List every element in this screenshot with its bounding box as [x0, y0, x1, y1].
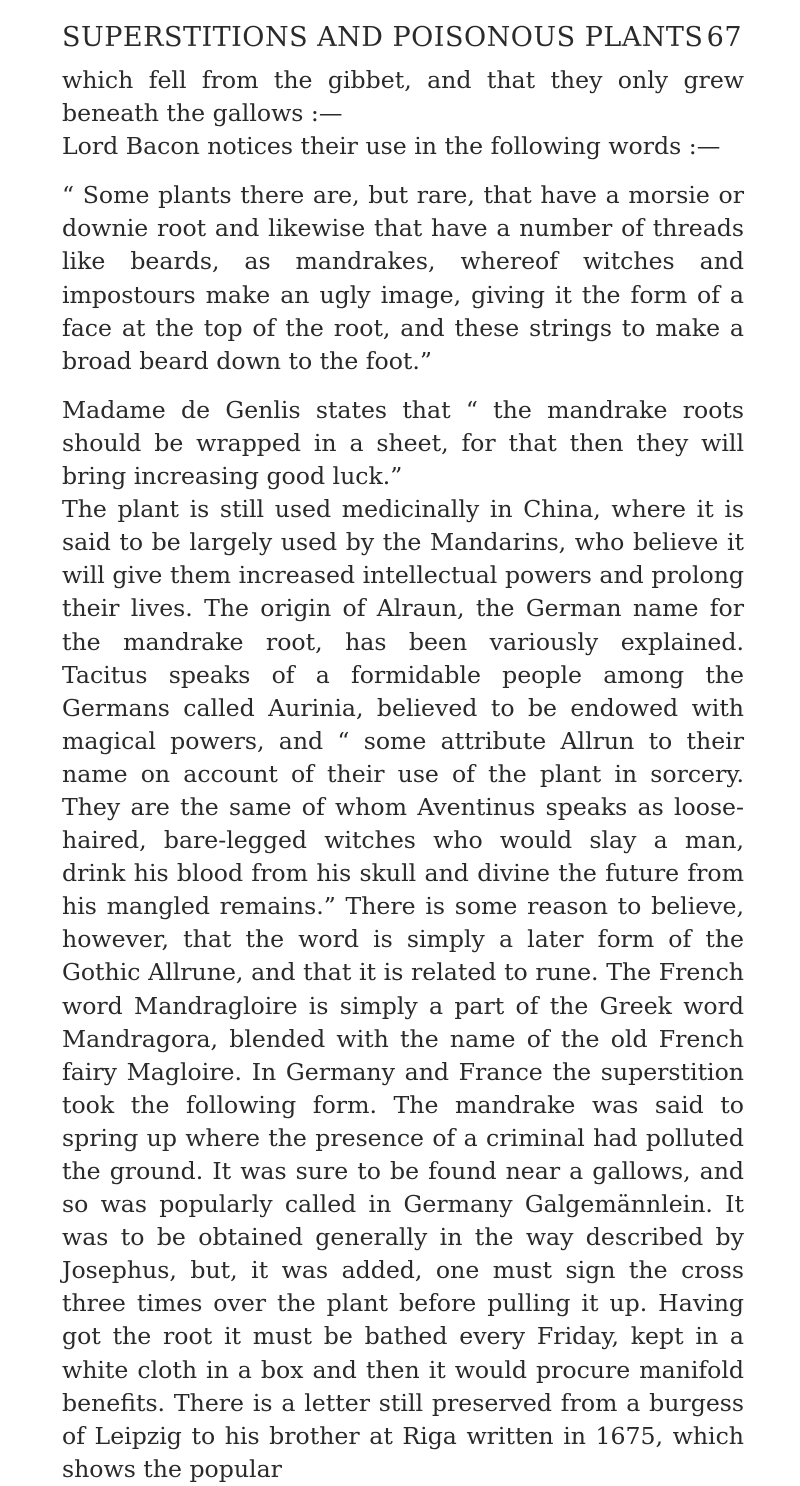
paragraph-bacon-quote: “ Some plants there are, but rare, that have a morsie or downie root and likewise that have a number of threads like beards, as mandrakes, whereof witches and impostours make an ugly image, giving it the form of a face at the top of the root, and these strings to make a broad beard down to the foot.” — [62, 181, 744, 375]
page-body — [62, 64, 744, 1486]
running-title: SUPERSTITIONS AND POISONOUS PLANTS — [62, 22, 704, 53]
paragraph-genlis: Madame de Genlis states that “ the mandrake roots should be wrapped in a sheet, for that then they will bring increasing good luck.” — [62, 395, 744, 491]
paragraph-continuation: which fell from the gibbet, and that they only grew beneath the gallows :— — [62, 66, 744, 128]
page-number: 67 — [706, 22, 742, 53]
paragraph-bacon-intro: Lord Bacon notices their use in the following words :— — [62, 132, 721, 161]
paragraph-main: The plant is still used medicinally in China, where it is said to be largely used by the Mandarins, who believe it will give them increased intellectual powers and prolong their lives. The origin of Alraun, the German name for the mandrake root, has been variously explained. Tacitus speaks of a formidable people among the Germans called Aurinia, believed to be endowed with magical powers, and “ some attribute Allrun to their name on account of their use of the plant in sorcery. They are the same of whom Aventinus speaks as loose-haired, bare-legged witches who would slay a man, drink his blood from his skull and divine the future from his mangled remains.” There is some reason to believe, however, that the word is simply a later form of the Gothic Allrune, and that it is related to rune. The French word Mandragloire is simply a part of the Greek word Mandragora, blended with the name of the old French fairy Magloire. In Germany and France the superstition took the following form. The mandrake was said to spring up where the presence of a criminal had polluted the ground. It was sure to be found near a gallows, and so was popularly called in Germany Galgemännlein. It was to be obtained generally in the way described by Josephus, but, it was added, one must sign the cross three times over the plant before pulling it up. Having got the root it must be bathed every Friday, kept in a white cloth in a box and then it would procure manifold benefits. There is a letter still preserved from a burgess of Leipzig to his brother at Riga written in 1675, which shows the popular — [62, 495, 744, 1483]
